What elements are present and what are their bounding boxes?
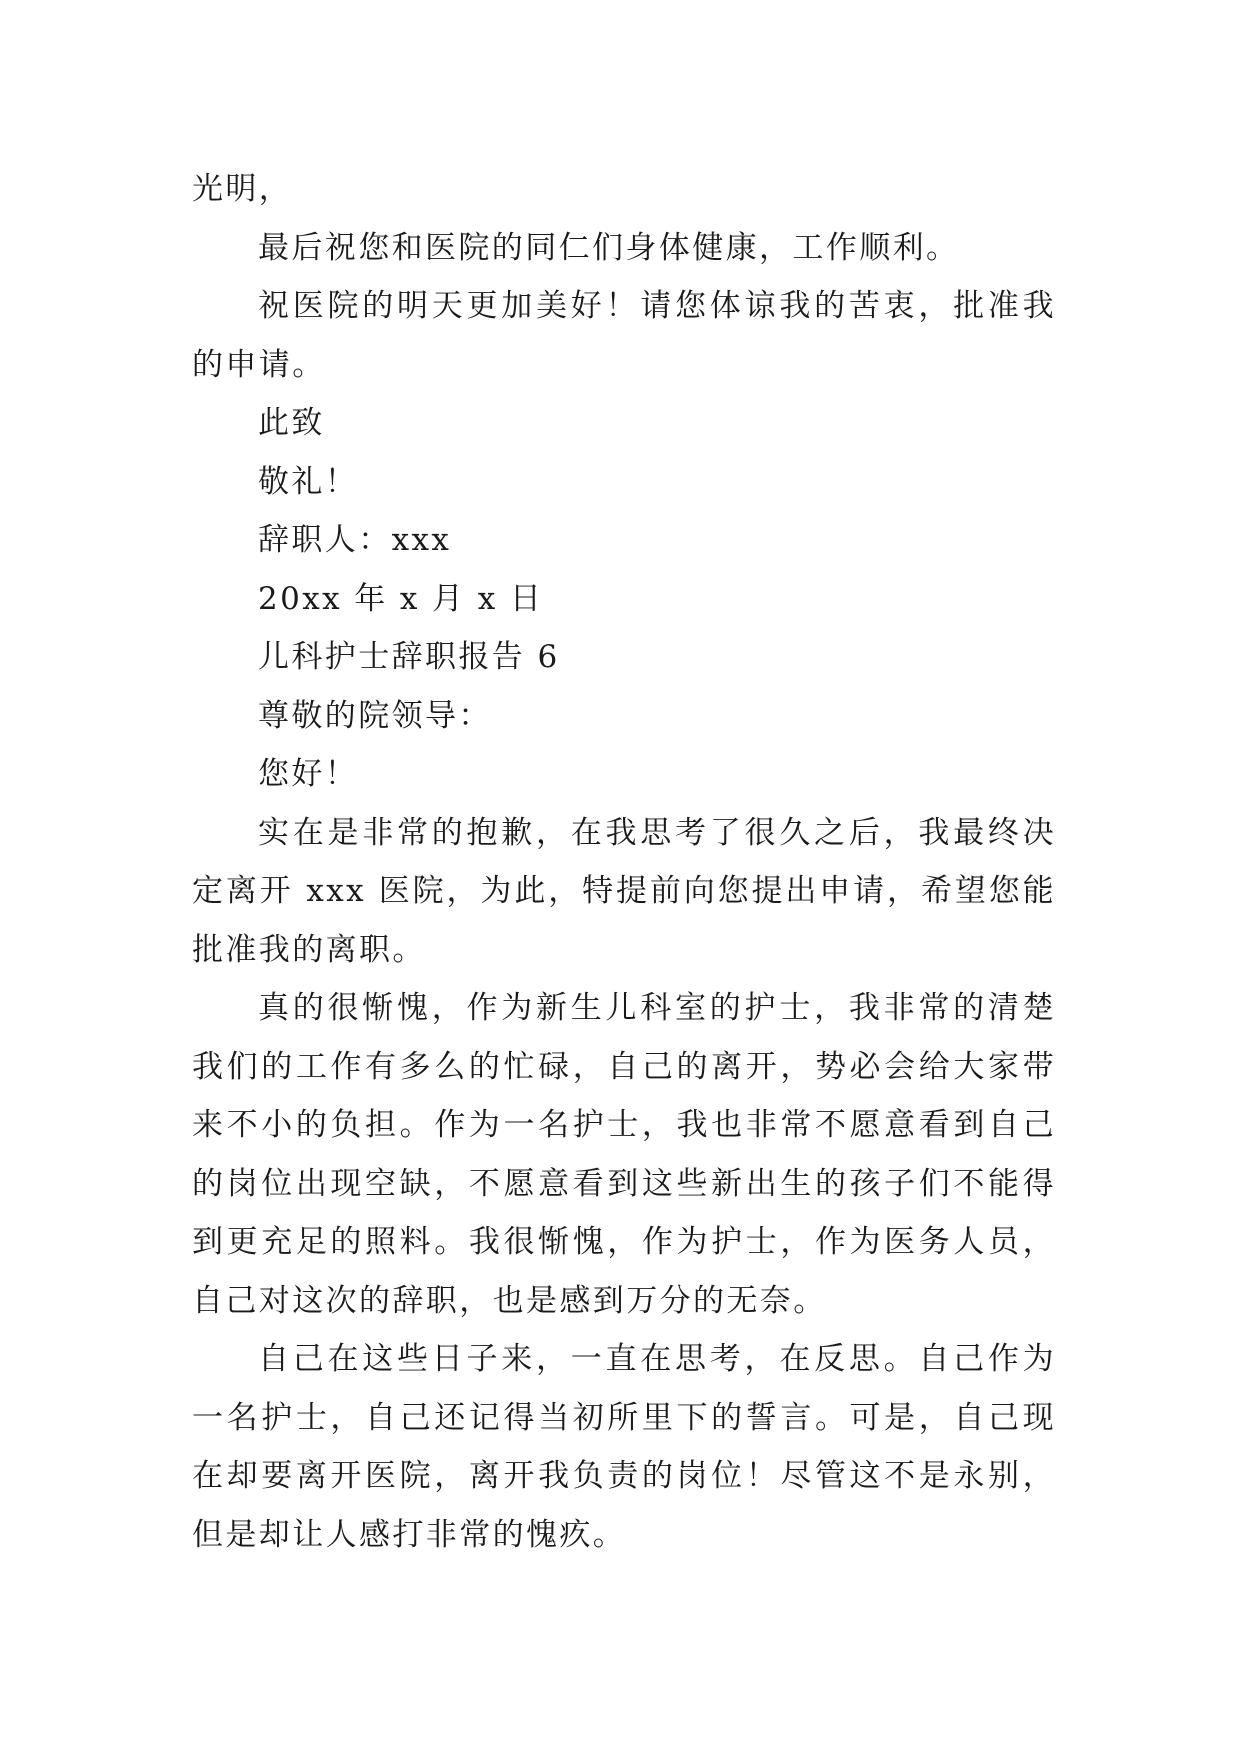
paragraph-reflection: 自己在这些日子来，一直在思考，在反思。自己作为一名护士，自己还记得当初所里下的誓言。可是，自己现在却要离开医院，离开我负责的岗位！尽管这不是永别，但是却让人感打非常的愧疚。	[192, 1341, 1056, 1553]
section-heading: 儿科护士辞职报告 6	[258, 639, 560, 675]
paragraph-regret: 真的很惭愧，作为新生儿科室的护士，我非常的清楚我们的工作有多么的忙碌，自己的离开，势必会给大家带来不小的负担。作为一名护士，我也非常不愿意看到自己的岗位出现空缺，不愿意看到这些新出生的孩子们不能得到更充足的照料。我很惭愧，作为护士，作为医务人员，自己对这次的辞职，也是感到万分的无奈。	[192, 990, 1056, 1319]
signature-line: 辞职人：xxx	[258, 522, 452, 558]
greeting-line: 您好！	[258, 756, 359, 792]
paragraph-apology: 实在是非常的抱歉，在我思考了很久之后，我最终决定离开 xxx 医院，为此，特提前向您提出申请，希望您能批准我的离职。	[192, 814, 1056, 968]
paragraph-closing-wishes: 最后祝您和医院的同仁们身体健康，工作顺利。	[258, 229, 960, 266]
paragraph-request: 祝医院的明天更加美好！请您体谅我的苦衷，批准我的申请。	[192, 288, 1056, 383]
salutation-cizhi: 此致	[258, 405, 325, 441]
date-line: 20xx 年 x 月 x 日	[258, 580, 544, 617]
salutation-jingli: 敬礼！	[258, 463, 359, 500]
document-body	[192, 160, 1056, 1564]
paragraph-continuation: 光明，	[192, 171, 293, 207]
addressee-line: 尊敬的院领导：	[258, 697, 492, 734]
